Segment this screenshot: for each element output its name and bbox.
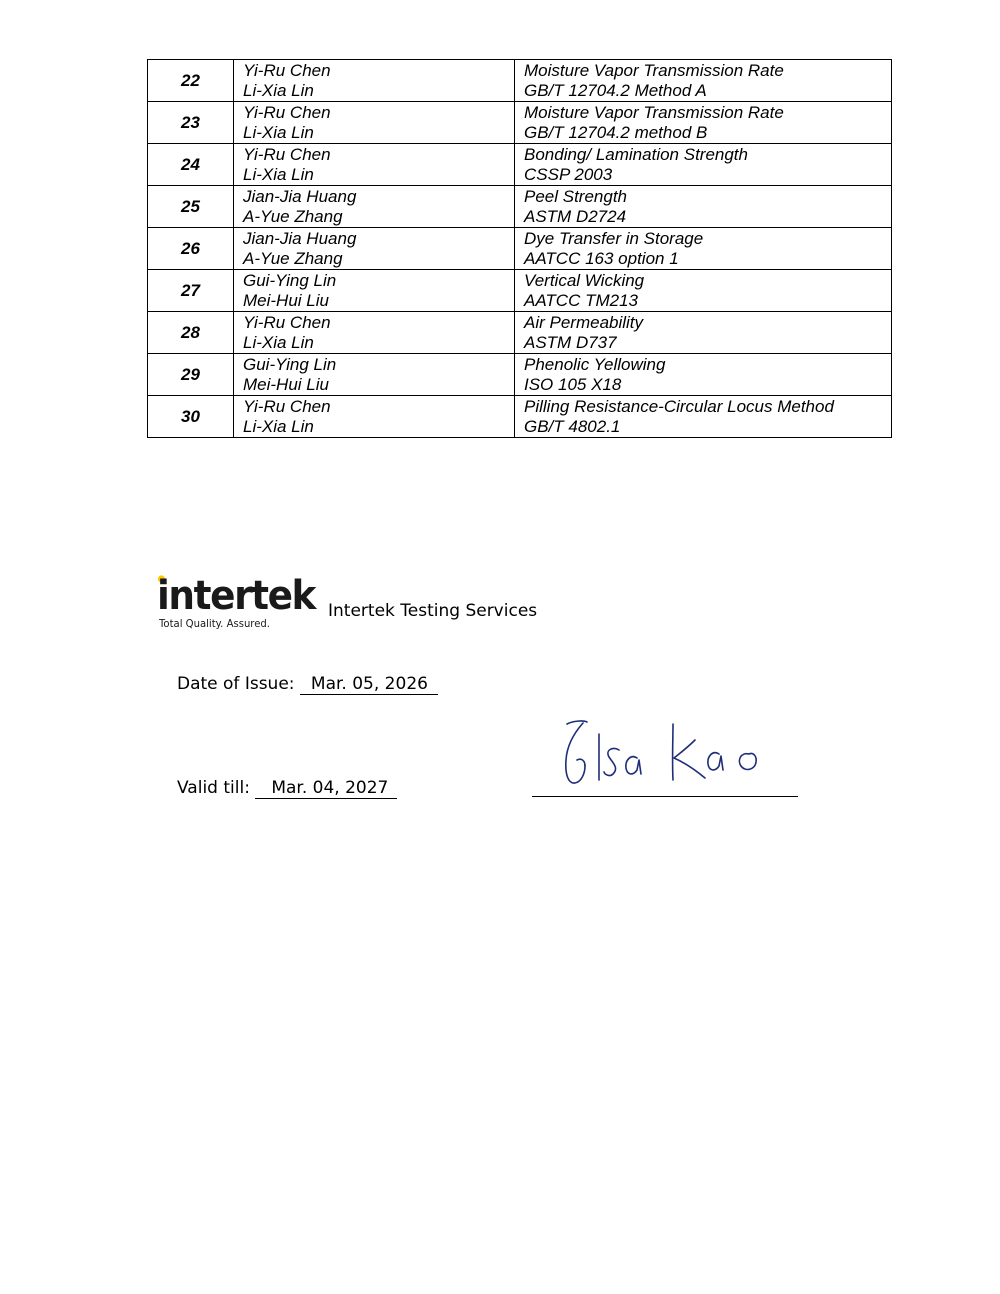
technician-names-line: Yi-Ru Chen <box>243 144 331 164</box>
valid-till <box>177 778 397 799</box>
technician-names-line: Mei-Hui Liu <box>243 290 329 310</box>
test-method-cell <box>515 186 892 228</box>
test-method-line: GB/T 12704.2 method B <box>524 122 708 142</box>
test-method-line: Moisture Vapor Transmission Rate <box>524 102 784 122</box>
technician-names-line: Li-Xia Lin <box>243 332 314 352</box>
test-method-line: ASTM D737 <box>524 332 617 352</box>
signature <box>555 712 785 794</box>
technician-names-cell <box>234 270 515 312</box>
technician-names-line: Li-Xia Lin <box>243 122 314 142</box>
intertek-logo <box>157 572 327 634</box>
technician-names-line: Gui-Ying Lin <box>243 354 337 374</box>
technician-names-line: Gui-Ying Lin <box>243 270 337 290</box>
row-number: 22 <box>148 60 234 102</box>
signature-line <box>532 796 798 797</box>
svg-text:Total Quality. Assured.: Total Quality. Assured. <box>158 618 270 630</box>
date-of-issue-value: Mar. 05, 2026 <box>300 674 438 695</box>
table-row <box>148 270 892 312</box>
technician-names-line: Li-Xia Lin <box>243 416 314 436</box>
technician-names-cell <box>234 186 515 228</box>
test-method-line: Air Permeability <box>524 312 644 332</box>
test-method-line: ASTM D2724 <box>524 206 627 226</box>
valid-till-value: Mar. 04, 2027 <box>255 778 397 799</box>
row-number: 29 <box>148 354 234 396</box>
test-method-cell <box>515 354 892 396</box>
test-method-cell <box>515 228 892 270</box>
technician-names-line: Mei-Hui Liu <box>243 374 329 394</box>
technician-names-line: Yi-Ru Chen <box>243 102 331 122</box>
test-method-line: CSSP 2003 <box>524 164 613 184</box>
technician-names-line: A-Yue Zhang <box>243 248 343 268</box>
technician-names-line: A-Yue Zhang <box>243 206 343 226</box>
date-of-issue <box>177 674 438 695</box>
test-method-line: Peel Strength <box>524 186 628 206</box>
table-row <box>148 60 892 102</box>
technician-names-cell <box>234 396 515 438</box>
test-method-line: Vertical Wicking <box>524 270 645 290</box>
table-row <box>148 354 892 396</box>
test-method-line: Phenolic Yellowing <box>524 354 666 374</box>
test-method-cell <box>515 60 892 102</box>
test-method-line: Dye Transfer in Storage <box>524 228 704 248</box>
technician-names-cell <box>234 144 515 186</box>
test-method-cell <box>515 102 892 144</box>
technician-names-line: Yi-Ru Chen <box>243 396 331 416</box>
test-method-line: ISO 105 X18 <box>524 374 622 394</box>
table-row <box>148 228 892 270</box>
table-row <box>148 102 892 144</box>
technician-names-cell <box>234 354 515 396</box>
technician-names-cell <box>234 228 515 270</box>
test-method-cell <box>515 270 892 312</box>
table-row <box>148 312 892 354</box>
test-method-line: GB/T 12704.2 Method A <box>524 80 707 100</box>
technician-names-line: Jian-Jia Huang <box>243 228 357 248</box>
test-method-cell <box>515 396 892 438</box>
test-method-line: Pilling Resistance-Circular Locus Method <box>524 396 834 416</box>
technician-names-line: Yi-Ru Chen <box>243 312 331 332</box>
row-number: 23 <box>148 102 234 144</box>
table-body <box>148 60 892 438</box>
technician-names-cell <box>234 102 515 144</box>
accreditation-table <box>147 59 892 438</box>
technician-names-line: Li-Xia Lin <box>243 164 314 184</box>
date-of-issue-label: Date of Issue: <box>177 674 295 694</box>
technician-names-line: Li-Xia Lin <box>243 80 314 100</box>
test-method-line: AATCC TM213 <box>524 290 638 310</box>
technician-names-line: Jian-Jia Huang <box>243 186 357 206</box>
test-method-cell <box>515 144 892 186</box>
technician-names-cell <box>234 60 515 102</box>
row-number: 27 <box>148 270 234 312</box>
technician-names-cell <box>234 312 515 354</box>
row-number: 26 <box>148 228 234 270</box>
technician-names-line: Yi-Ru Chen <box>243 60 331 80</box>
row-number: 25 <box>148 186 234 228</box>
table-row <box>148 186 892 228</box>
table-row <box>148 144 892 186</box>
svg-text:intertek: intertek <box>157 573 318 619</box>
test-method-line: GB/T 4802.1 <box>524 416 621 436</box>
test-method-line: Bonding/ Lamination Strength <box>524 144 748 164</box>
row-number: 24 <box>148 144 234 186</box>
test-method-line: Moisture Vapor Transmission Rate <box>524 60 784 80</box>
table-row <box>148 396 892 438</box>
test-method-line: AATCC 163 option 1 <box>524 248 679 268</box>
test-method-cell <box>515 312 892 354</box>
company-name: Intertek Testing Services <box>328 601 538 621</box>
valid-till-label: Valid till: <box>177 778 250 798</box>
row-number: 28 <box>148 312 234 354</box>
row-number: 30 <box>148 396 234 438</box>
